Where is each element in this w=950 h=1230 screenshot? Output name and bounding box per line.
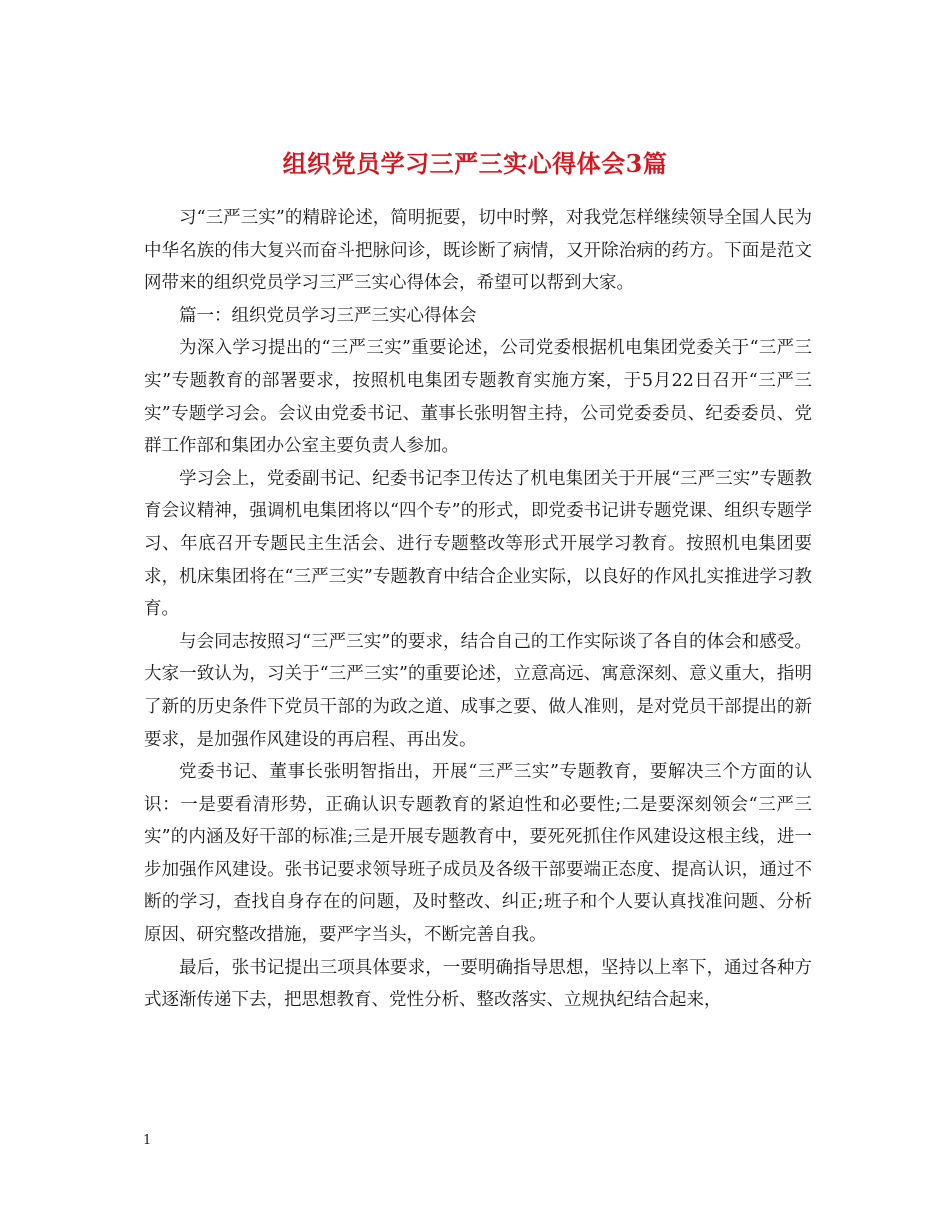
paragraph: 学习会上，党委副书记、纪委书记李卫传达了机电集团关于开展“三严三实”专题教育会议精神，强调机电集团将以“四个专”的形式，即党委书记讲专题党课、组织专题学习、年底召开专题民主生活会、进行专题整改等形式开展学习教育。按照机电集团要求，机床集团将在“三严三实”专题教育中结合企业实际，以良好的作风扎实推进学习教育。 xyxy=(144,468,812,620)
section-heading: 篇一：组织党员学习三严三实心得体会 xyxy=(179,305,477,326)
page-number: 1 xyxy=(143,1133,152,1148)
paragraph: 党委书记、董事长张明智指出，开展“三严三实”专题教育，要解决三个方面的认识：一是要看清形势，正确认识专题教育的紧迫性和必要性;二是要深刻领会“三严三实”的内涵及好干部的标准;三是开展专题教育中，要死死抓住作风建设这根主线，进一步加强作风建设。张书记要求领导班子成员及各级干部要端正态度、提高认识，通过不断的学习，查找自身存在的问题，及时整改、纠正;班子和个人要认真找准问题、分析原因、研究整改措施，要严字当头，不断完善自我。 xyxy=(144,762,812,946)
paragraph: 与会同志按照习“三严三实”的要求，结合自己的工作实际谈了各自的体会和感受。大家一致认为，习关于“三严三实”的重要论述，立意高远、寓意深刻、意义重大，指明了新的历史条件下党员干部的为政之道、成事之要、做人准则，是对党员干部提出的新要求，是加强作风建设的再启程、再出发。 xyxy=(144,631,812,750)
paragraph-intro: 习“三严三实”的精辟论述，简明扼要，切中时弊，对我党怎样继续领导全国人民为中华名族的伟大复兴而奋斗把脉问诊，既诊断了病情，又开除治病的药方。下面是范文网带来的组织党员学习三严三实心得体会，希望可以帮到大家。 xyxy=(144,208,812,294)
paragraph: 为深入学习提出的“三严三实”重要论述，公司党委根据机电集团党委关于“三严三实”专题教育的部署要求，按照机电集团专题教育实施方案，于5月22日召开“三严三实”专题学习会。会议由党委书记、董事长张明智主持，公司党委委员、纪委委员、党群工作部和集团办公室主要负责人参加。 xyxy=(144,338,812,457)
paragraph: 最后，张书记提出三项具体要求，一要明确指导思想，坚持以上率下，通过各种方式逐渐传递下去，把思想教育、党性分析、整改落实、立规执纪结合起来， xyxy=(144,957,812,1011)
document-body xyxy=(144,202,812,1017)
document-title: 组织党员学习三严三实心得体会3篇 xyxy=(282,149,668,179)
